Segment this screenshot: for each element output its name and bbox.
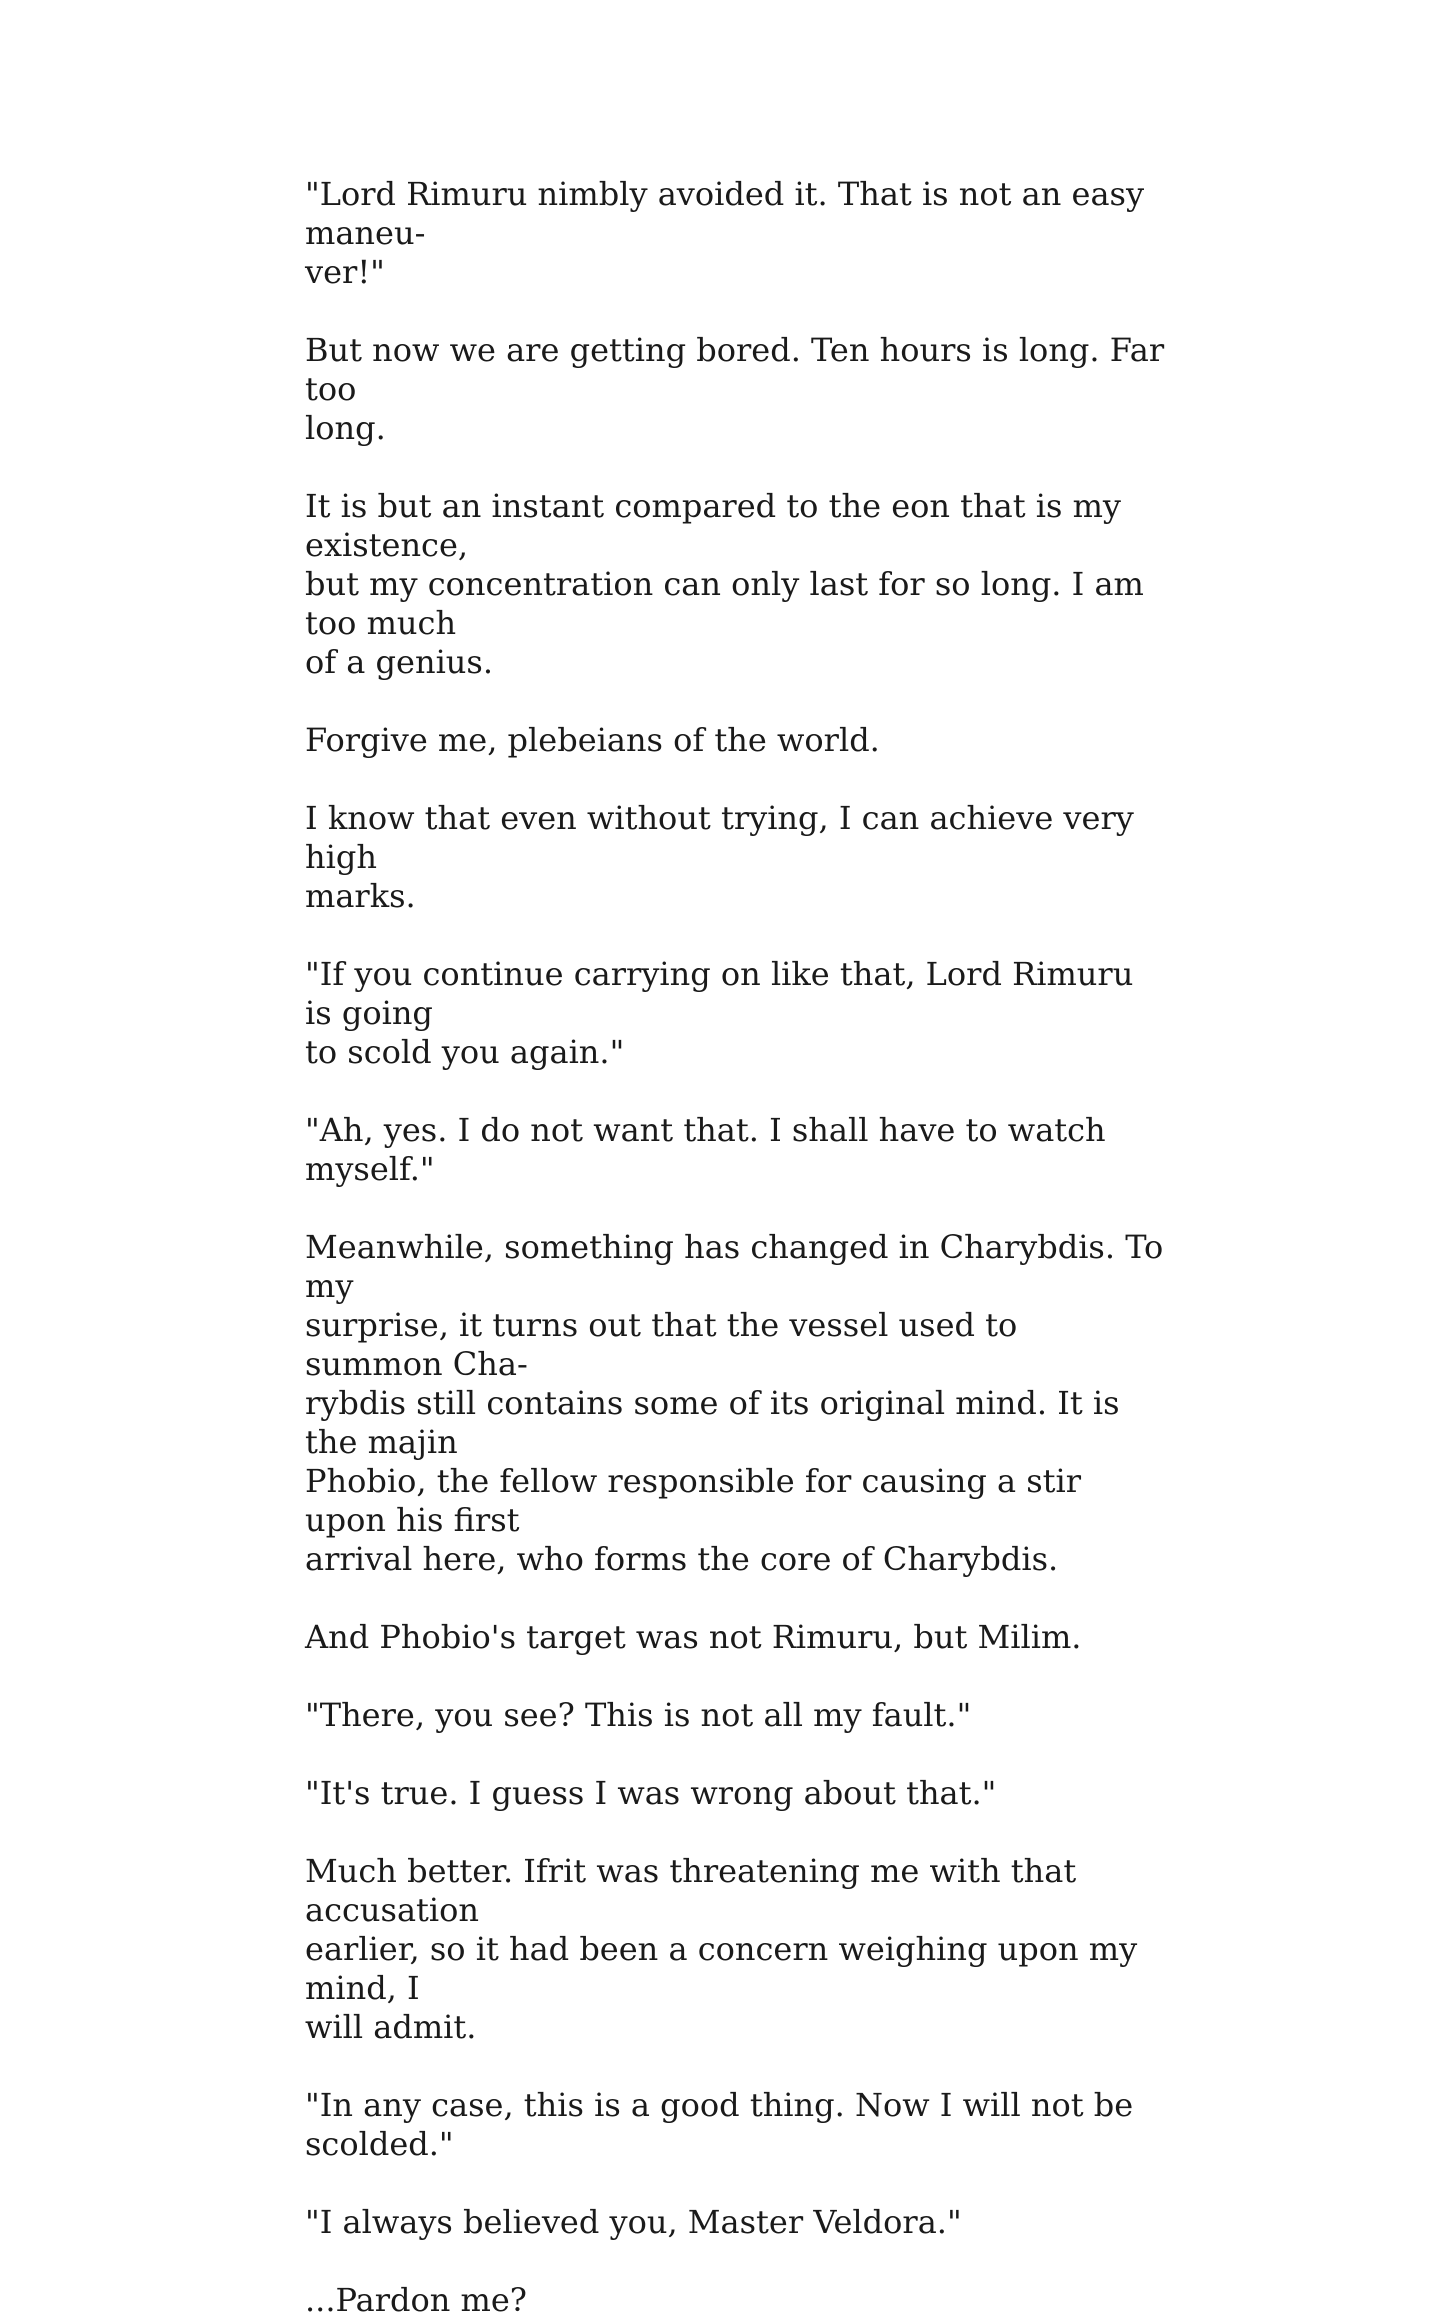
paragraph-3: It is but an instant compared to the eon that is my existence, but my concentration can only last for so long. I am too much of a genius. (305, 487, 1144, 681)
paragraph-11: "It's true. I guess I was wrong about that." (305, 1774, 997, 1812)
paragraph-12: Much better. Ifrit was threatening me with that accusation earlier, so it had been a concern weighing upon my mind, I will admit. (305, 1852, 1138, 2046)
paragraph-10: "There, you see? This is not all my fault." (305, 1696, 972, 1734)
paragraph-6: "If you continue carrying on like that, Lord Rimuru is going to scold you again." (305, 955, 1134, 1071)
paragraph-1: "Lord Rimuru nimbly avoided it. That is not an easy maneu- ver!" (305, 175, 1145, 291)
paragraph-7: "Ah, yes. I do not want that. I shall have to watch myself." (305, 1111, 1106, 1188)
paragraph-14: "I always believed you, Master Veldora." (305, 2203, 962, 2241)
paragraph-5: I know that even without trying, I can achieve very high marks. (305, 799, 1134, 915)
paragraph-4: Forgive me, plebeians of the world. (305, 721, 880, 759)
paragraph-8: Meanwhile, something has changed in Charybdis. To my surprise, it turns out that the vessel used to summon Cha- rybdis still contains some of its original mind. It is the majin Phobio, the fellow responsible for causing a stir upon his first arrival here, who forms the core of Charybdis. (305, 1228, 1164, 1578)
paragraph-9: And Phobio's target was not Rimuru, but Milim. (305, 1618, 1082, 1656)
body-text (305, 175, 1165, 2320)
paragraph-2: But now we are getting bored. Ten hours is long. Far too long. (305, 331, 1165, 447)
paragraph-15: ...Pardon me? (305, 2281, 527, 2319)
paragraph-13: "In any case, this is a good thing. Now I will not be scolded." (305, 2086, 1134, 2163)
